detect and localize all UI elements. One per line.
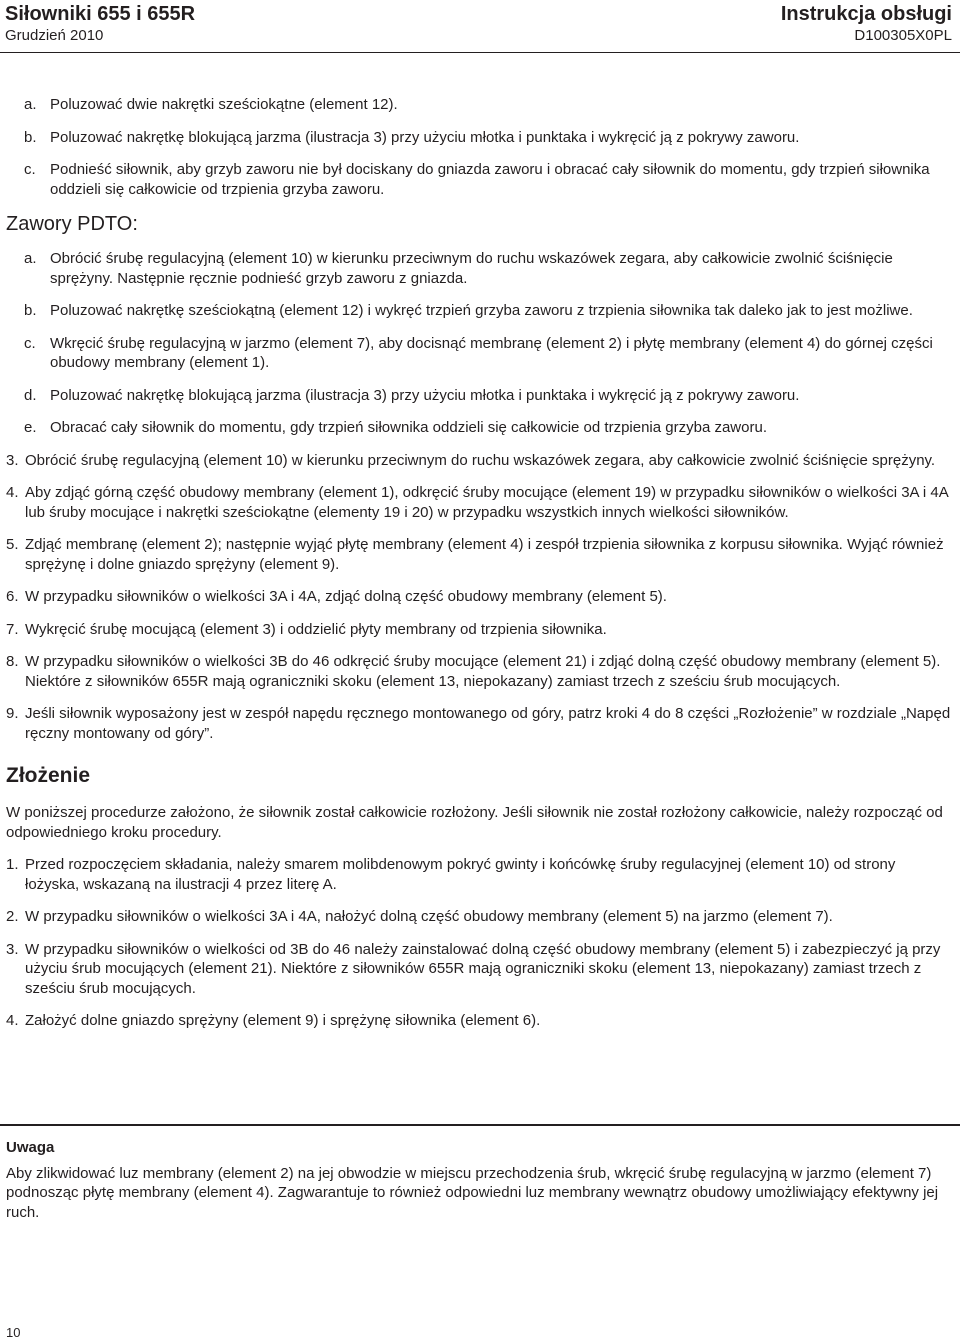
list-marker: c. <box>24 334 36 352</box>
list-item-text: Poluzować nakrętkę blokującą jarzma (ilustracja 3) przy użyciu młotka i punktaka i wykręcić ją z pokrywy zaworu. <box>50 128 800 146</box>
list-item-text: Poluzować nakrętkę blokującą jarzma (ilustracja 3) przy użyciu młotka i punktaka i wykręcić ją z pokrywy zaworu. <box>50 386 800 404</box>
list-item <box>6 160 951 199</box>
pdto-heading: Zawory PDTO: <box>6 213 138 235</box>
document-date: Grudzień 2010 <box>5 27 104 44</box>
list-marker: 9. <box>6 705 19 722</box>
list-marker: e. <box>24 419 37 436</box>
list-marker: c. <box>24 161 36 178</box>
list-item <box>6 940 951 999</box>
list-marker: 3. <box>6 940 19 958</box>
list-item-text: W przypadku siłowników o wielkości od 3B do 46 należy zainstalować dolną część obudowy membrany (element 5) i zabezpieczyć ją przy użyciu śrub mocujących (element 21). Niektóre z siłowników 655R mają ograniczniki skoku (element 13, niepokazany) zamiast trzech z sześciu śrub mocujących. <box>25 940 941 997</box>
list-item-text: Wkręcić śrubę regulacyjną w jarzmo (element 7), aby docisnąć membranę (element 2) i płytę membrany (element 4) do górnej części obudowy membrany (element 1). <box>50 334 933 371</box>
list-item-text: Podnieść siłownik, aby grzyb zaworu nie był dociskany do gniazda zaworu i obracać cały siłownik do momentu, gdy trzpień siłownika oddzieli się całkowicie od trzpienia grzyba zaworu. <box>50 161 930 198</box>
list-item <box>6 652 951 691</box>
steps-top-list <box>6 95 951 199</box>
steps-pdto-list <box>6 249 951 438</box>
list-item-text: Obracać cały siłownik do momentu, gdy trzpień siłownika oddzieli się całkowicie od trzpienia grzyba zaworu. <box>50 419 767 436</box>
list-item-text: W przypadku siłowników o wielkości 3B do 46 odkręcić śruby mocujące (element 21) i zdjąć dolną część obudowy membrany (element 5). Niektóre z siłowników 655R mają ograniczniki skoku (element 13, niepokazany) zamiast trzech z sześciu śrub mocujących. <box>25 653 941 690</box>
list-item <box>6 451 951 471</box>
list-item-text: Zdjąć membranę (element 2); następnie wyjąć płytę membrany (element 4) i zespół trzpienia siłownika z korpusu siłownika. Wyjąć również sprężynę i dolne gniazdo sprężyny (element 9). <box>25 536 944 573</box>
assembly-steps-list <box>6 855 951 1031</box>
list-item-text: W przypadku siłowników o wielkości 3A i 4A, zdjąć dolną część obudowy membrany (element 5). <box>25 588 667 605</box>
list-item <box>6 620 951 640</box>
list-item-text: Obrócić śrubę regulacyjną (element 10) w kierunku przeciwnym do ruchu wskazówek zegara, aby całkowicie zwolnić ściśnięcie sprężyny. Następnie ręcznie podnieść grzyb zaworu z gniazda. <box>50 250 893 287</box>
assembly-intro: W poniższej procedurze założono, że siłownik został całkowicie rozłożony. Jeśli siłownik nie został rozłożony całkowicie, należy rozpocząć od odpowiedniego kroku procedury. <box>6 804 943 841</box>
list-item-text: W przypadku siłowników o wielkości 3A i 4A, nałożyć dolną część obudowy membrany (element 5) na jarzmo (element 7). <box>25 908 833 925</box>
list-marker: 4. <box>6 1012 19 1029</box>
list-marker: 4. <box>6 484 19 501</box>
list-marker: b. <box>24 302 37 319</box>
list-marker: a. <box>24 96 37 113</box>
assembly-heading: Złożenie <box>6 764 91 787</box>
manual-title: Instrukcja obsługi <box>780 3 952 25</box>
main-content <box>6 95 951 1044</box>
list-item <box>6 907 951 927</box>
list-item-text: Wykręcić śrubę mocującą (element 3) i oddzielić płyty membrany od trzpienia siłownika. <box>25 620 607 638</box>
page-header-left <box>5 2 195 46</box>
list-item-text: Poluzować nakrętkę sześciokątną (element 12) i wykręć trzpień grzyba zaworu z trzpienia siłownika tak daleko jak to jest możliwe. <box>50 302 913 319</box>
list-item <box>6 418 951 438</box>
list-item <box>6 587 951 607</box>
list-item <box>6 386 951 406</box>
list-item <box>6 334 951 373</box>
list-marker: d. <box>24 386 37 404</box>
page-header-right <box>781 2 952 46</box>
list-item-text: Obrócić śrubę regulacyjną (element 10) w kierunku przeciwnym do ruchu wskazówek zegara, aby całkowicie zwolnić ściśnięcie sprężyny. <box>25 451 936 469</box>
note-title: Uwaga <box>6 1139 55 1156</box>
note-box <box>0 1124 960 1222</box>
header-divider <box>0 52 960 53</box>
list-item <box>6 1011 951 1031</box>
list-marker: 5. <box>6 536 19 553</box>
page-number: 10 <box>6 1325 21 1340</box>
list-item-text: Poluzować dwie nakrętki sześciokątne (element 12). <box>50 96 398 113</box>
list-item <box>6 483 951 522</box>
list-marker: 2. <box>6 908 19 925</box>
list-marker: 8. <box>6 653 19 670</box>
list-marker: 7. <box>6 620 19 638</box>
list-item <box>6 95 951 115</box>
list-item <box>6 249 951 288</box>
list-marker: 3. <box>6 451 19 469</box>
list-item <box>6 704 951 743</box>
note-text: Aby zlikwidować luz membrany (element 2) na jej obwodzie w miejscu przechodzenia śrub, wkręcić śrubę regulacyjną w jarzmo (element 7) podnosząc płytę membrany (element 4). Zagwarantuje to również odpowiedni luz membrany wewnątrz obudowy umożliwiający efektywny jej ruch. <box>6 1164 939 1221</box>
list-marker: b. <box>24 128 37 146</box>
list-item <box>6 301 951 321</box>
document-title: Siłowniki 655 i 655R <box>5 3 196 25</box>
list-item-text: Jeśli siłownik wyposażony jest w zespół napędu ręcznego montowanego od góry, patrz kroki 4 do 8 części „Rozłożenie” w rozdziale „Napęd ręczny montowany od góry”. <box>25 705 951 742</box>
steps-numbered-list <box>6 451 951 744</box>
list-item-text: Aby zdjąć górną część obudowy membrany (element 1), odkręcić śruby mocujące (element 19) w przypadku siłowników o wielkości 3A i 4A lub śruby mocujące i nakrętki sześciokątne (elementy 19 i 20) w przypadku wszystkich innych wielkości siłowników. <box>25 484 948 521</box>
list-marker: 6. <box>6 588 19 605</box>
document-number: D100305X0PL <box>854 27 952 44</box>
list-marker: a. <box>24 250 37 267</box>
list-item <box>6 855 951 894</box>
list-item-text: Założyć dolne gniazdo sprężyny (element 9) i sprężynę siłownika (element 6). <box>25 1012 541 1029</box>
list-marker: 1. <box>6 856 19 873</box>
list-item <box>6 128 951 148</box>
list-item-text: Przed rozpoczęciem składania, należy smarem molibdenowym pokryć gwinty i końcówkę śruby regulacyjnej (element 10) od strony łożyska, wskazaną na ilustracji 4 przez literę A. <box>25 856 896 893</box>
list-item <box>6 535 951 574</box>
